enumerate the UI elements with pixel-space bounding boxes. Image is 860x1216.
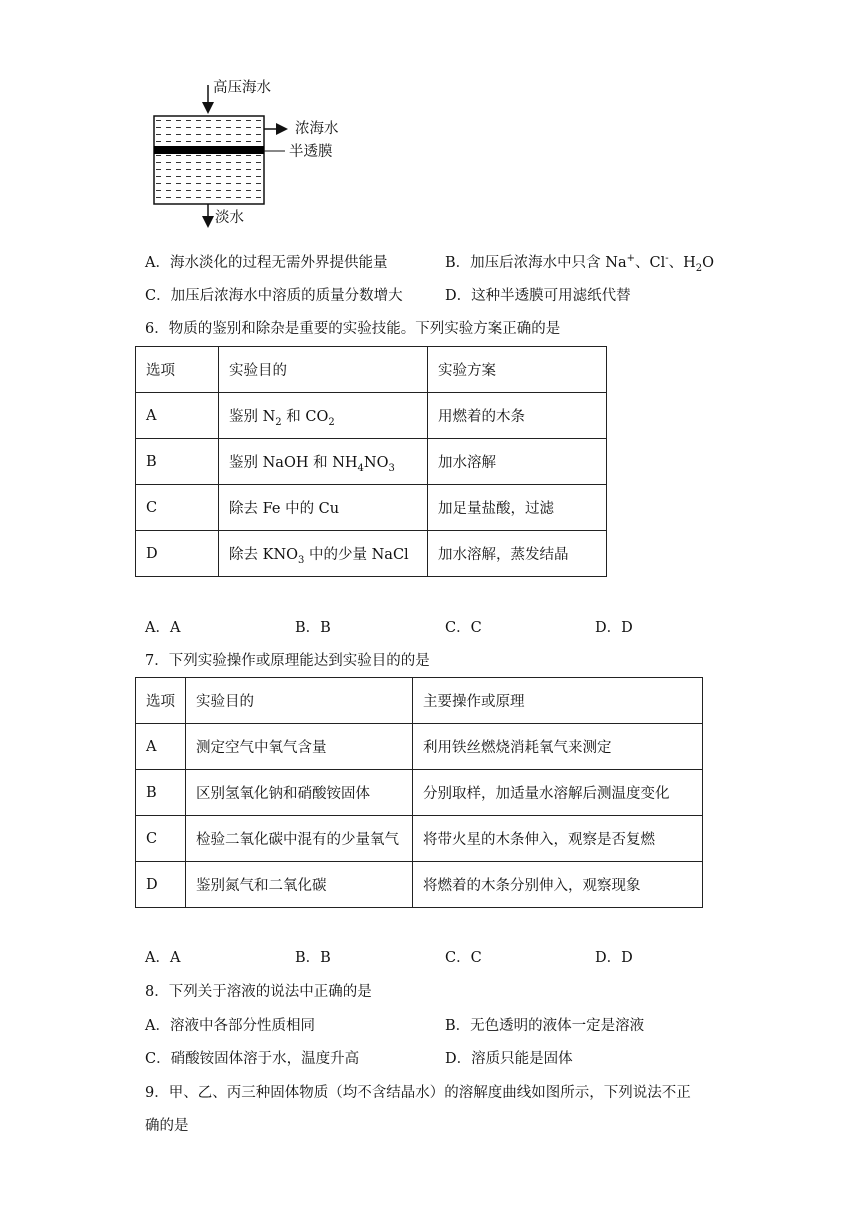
table-row [136,485,607,531]
goal-cell: 检验二氧化碳中混有的少量氧气 [186,816,413,862]
q5-option-a: A．海水淡化的过程无需外界提供能量 [145,255,388,271]
header-cell: 实验方案 [428,347,607,393]
q6-answer-b: B．B [295,620,331,636]
q7-answer-b: B．B [295,950,331,966]
table-row [136,862,703,908]
table-header-row [136,347,607,393]
q5-option-c: C．加压后浓海水中溶质的质量分数增大 [145,288,403,304]
table-row [136,531,607,577]
option-cell: A [136,724,186,770]
plan-cell: 加水溶解，蒸发结晶 [428,531,607,577]
desalination-diagram [145,75,375,235]
option-cell: D [136,862,186,908]
q6-answer-c: C．C [445,620,482,636]
plan-cell: 加足量盐酸，过滤 [428,485,607,531]
q5-option-d: D．这种半透膜可用滤纸代替 [445,288,631,304]
goal-cell: 除去 $KNO_3$ 中的少量 NaCl [219,531,428,577]
desalination-figure [145,75,375,235]
tank [154,116,264,204]
table-row [136,816,703,862]
header-cell: 选项 [136,347,219,393]
goal-cell: 区别氢氧化钠和硝酸铵固体 [186,770,413,816]
q6-table [135,346,607,577]
plan-cell: 将燃着的木条分别伸入，观察现象 [413,862,703,908]
label-freshwater: 淡水 [215,210,244,226]
table-row [136,724,703,770]
plan-cell: 用燃着的木条 [428,393,607,439]
q7-stem: 7．下列实验操作或原理能达到实验目的的是 [145,653,430,669]
goal-cell: 鉴别 $N_2$ 和 $CO_2$ [219,393,428,439]
label-high-pressure: 高压海水 [213,80,271,96]
option-cell: B [136,770,186,816]
q6-answer-d: D．D [595,620,633,636]
option-cell: C [136,485,219,531]
q7-answer-c: C．C [445,950,482,966]
table-row [136,393,607,439]
q8-option-d: D．溶质只能是固体 [445,1051,573,1067]
label-concentrate: 浓海水 [295,121,339,137]
plan-cell: 利用铁丝燃烧消耗氧气来测定 [413,724,703,770]
q9-stem-line2: 确的是 [145,1118,189,1134]
membrane-bar [154,146,264,154]
goal-cell: 测定空气中氧气含量 [186,724,413,770]
plan-cell: 将带火星的木条伸入，观察是否复燃 [413,816,703,862]
q6-stem: 6．物质的鉴别和除杂是重要的实验技能。下列实验方案正确的是 [145,321,561,337]
header-cell: 主要操作或原理 [413,678,703,724]
option-cell: D [136,531,219,577]
option-cell: A [136,393,219,439]
q7-table [135,677,703,908]
table-header-row [136,678,703,724]
q8-option-b: B．无色透明的液体一定是溶液 [445,1018,645,1034]
header-cell: 实验目的 [186,678,413,724]
plan-cell: 加水溶解 [428,439,607,485]
goal-cell: 鉴别 NaOH 和 $NH_4NO_3$ [219,439,428,485]
q8-option-a: A．溶液中各部分性质相同 [145,1018,315,1034]
table-row [136,770,703,816]
label-membrane: 半透膜 [289,144,333,160]
q5-option-b: B．加压后浓海水中只含 Na+、Cl-、$H_2O$ [445,253,715,274]
q7-answer-d: D．D [595,950,633,966]
option-cell: C [136,816,186,862]
goal-cell: 除去 Fe 中的 Cu [219,485,428,531]
q9-stem-line1: 9．甲、乙、丙三种固体物质（均不含结晶水）的溶解度曲线如图所示，下列说法不正 [145,1085,691,1101]
q8-stem: 8．下列关于溶液的说法中正确的是 [145,984,372,1000]
plan-cell: 分别取样，加适量水溶解后测温度变化 [413,770,703,816]
goal-cell: 鉴别氮气和二氧化碳 [186,862,413,908]
header-cell: 实验目的 [219,347,428,393]
option-cell: B [136,439,219,485]
table-row [136,439,607,485]
q6-answer-a: A．A [145,620,181,636]
header-cell: 选项 [136,678,186,724]
q8-option-c: C．硝酸铵固体溶于水，温度升高 [145,1051,360,1067]
q7-answer-a: A．A [145,950,181,966]
